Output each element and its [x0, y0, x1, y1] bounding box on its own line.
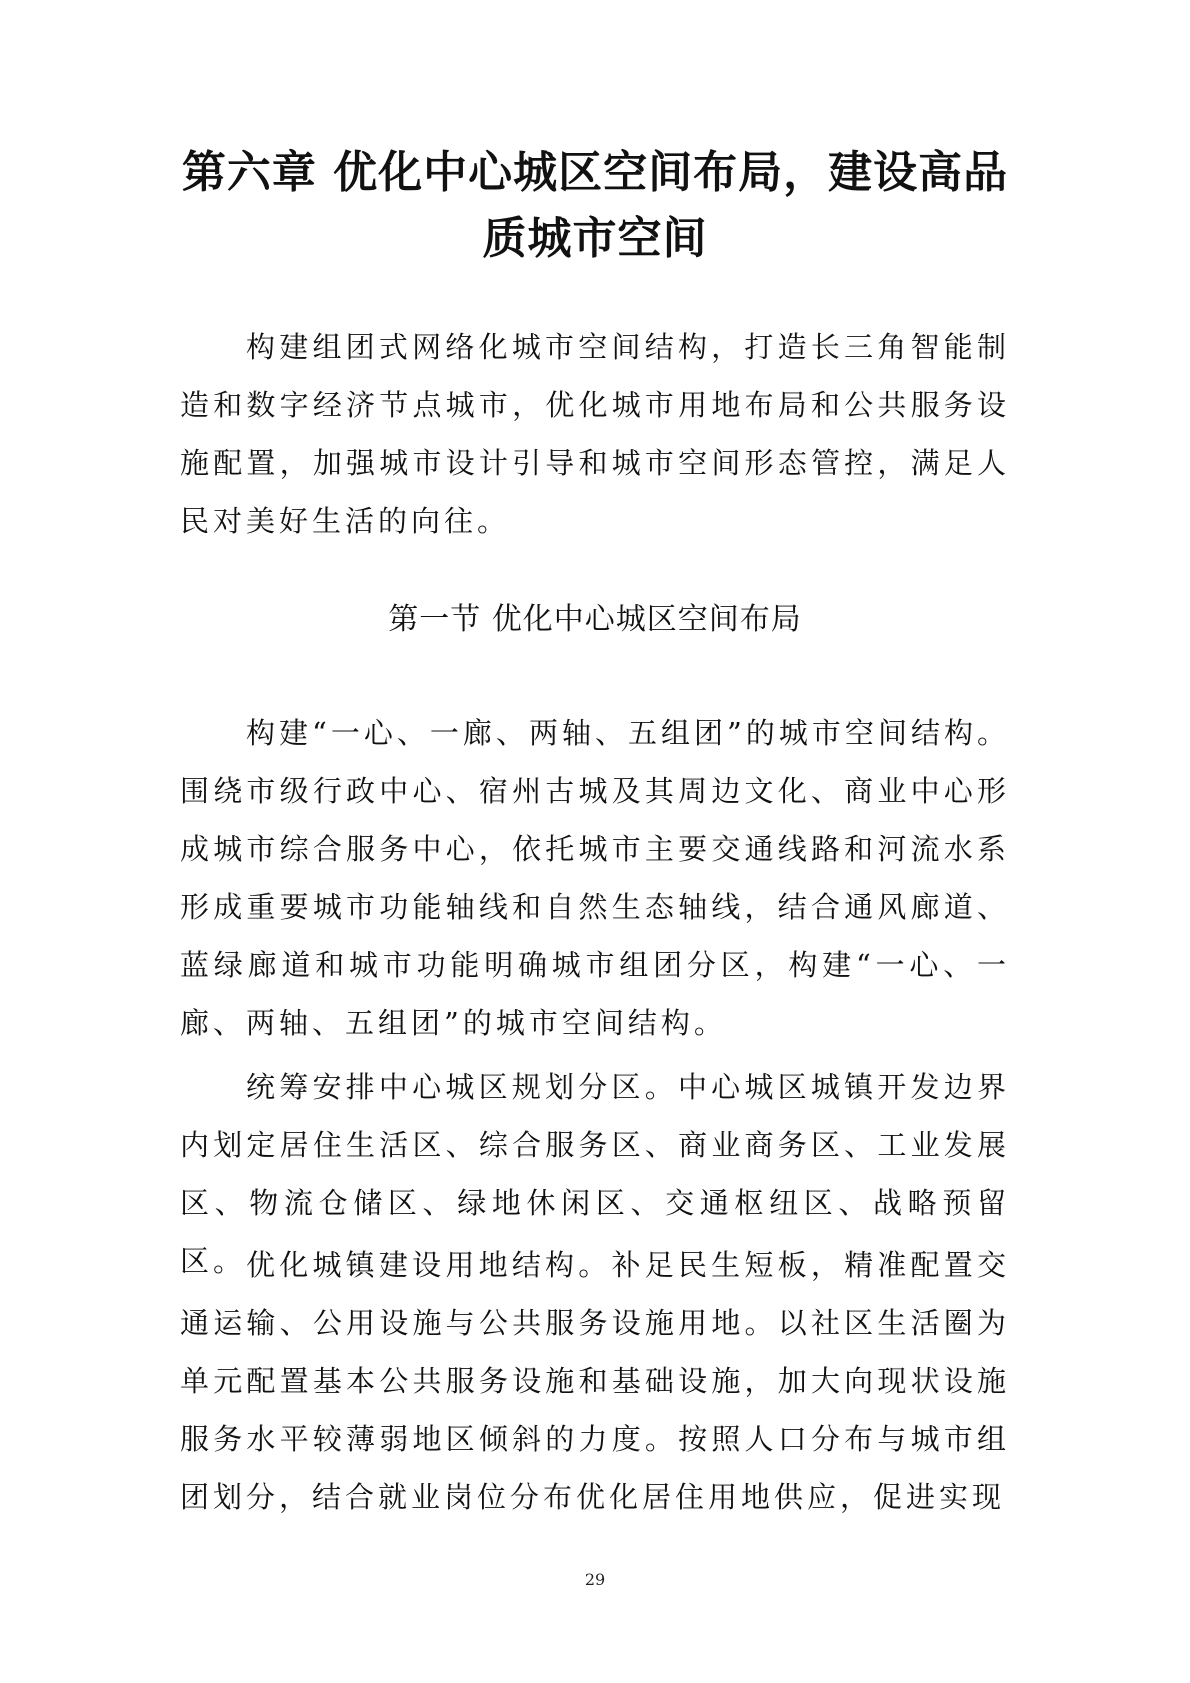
- body-paragraph-land-use-structure: 优化城镇建设用地结构。补足民生短板，精准配置交通运输、公用设施与公共服务设施用地。以社区生活圈为单元配置基本公共服务设施和基础设施，加大向现状设施服务水平较薄弱地区倾斜的力度。按照人口分布与城市组团划分，结合就业岗位分布优化居住用地供应，促进实现: [180, 1248, 1010, 1514]
- body-paragraph-planning-zones: 统筹安排中心城区规划分区。中心城区城镇开发边界内划定居住生活区、综合服务区、商业商务区、工业发展区、物流仓储区、绿地休闲区、交通枢纽区、战略预留区。: [180, 1070, 1010, 1278]
- body-paragraph-spatial-structure: 构建“一心、一廊、两轴、五组团”的城市空间结构。围绕市级行政中心、宿州古城及其周边文化、商业中心形成城市综合服务中心，依托城市主要交通线路和河流水系形成重要城市功能轴线和自然生态轴线，结合通风廊道、蓝绿廊道和城市功能明确城市组团分区，构建“一心、一廊、两轴、五组团”的城市空间结构。: [180, 716, 1010, 1040]
- section-title: 第一节 优化中心城区空间布局: [388, 602, 802, 637]
- page-number: 29: [584, 1570, 606, 1589]
- chapter-title: 第六章 优化中心城区空间布局，建设高品质城市空间: [181, 147, 1009, 264]
- intro-paragraph: 构建组团式网络化城市空间结构，打造长三角智能制造和数字经济节点城市，优化城市用地布局和公共服务设施配置，加强城市设计引导和城市空间形态管控，满足人民对美好生活的向往。: [180, 330, 1010, 538]
